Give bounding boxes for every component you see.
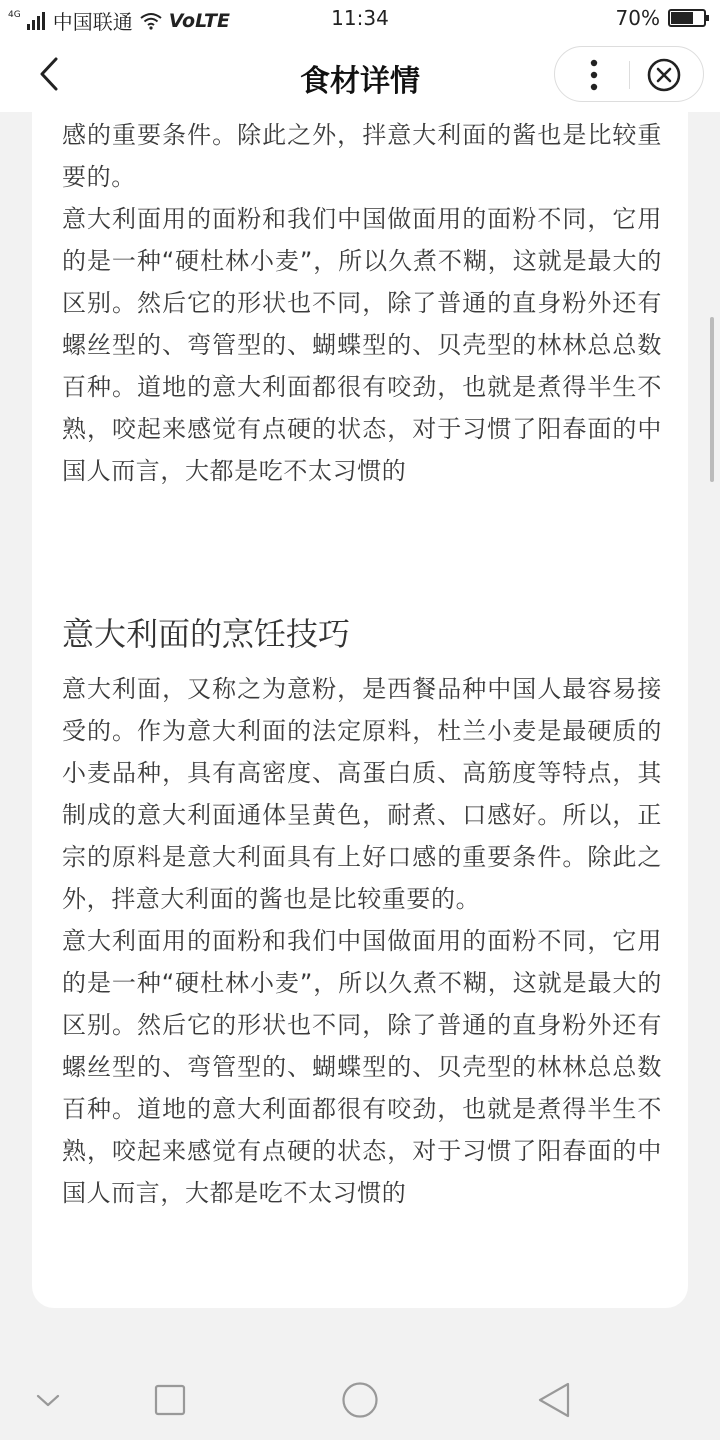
more-button[interactable] xyxy=(555,47,629,103)
battery-icon xyxy=(668,9,706,27)
scrollbar-thumb[interactable] xyxy=(710,317,714,482)
volte-label: VoLTE xyxy=(168,9,230,32)
section-title: 意大利面的烹饪技巧 xyxy=(62,615,351,653)
battery-percent: 70% xyxy=(615,6,660,30)
chevron-down-icon xyxy=(26,1378,70,1422)
network-type: 4G xyxy=(8,9,21,20)
triangle-back-icon xyxy=(532,1378,576,1422)
content-scroll-area[interactable] xyxy=(0,112,720,1360)
close-button[interactable] xyxy=(630,47,704,103)
system-back-button[interactable] xyxy=(532,1378,576,1422)
status-time: 11:34 xyxy=(331,6,389,30)
recent-apps-button[interactable] xyxy=(148,1378,192,1422)
page-title: 食材详情 xyxy=(300,64,420,99)
paragraph-2: 意大利面用的面粉和我们中国做面用的面粉不同，它用的是一种“硬杜林小麦”，所以久煮不糊，这就是最大的区别。然后它的形状也不同，除了普通的直身粉外还有螺丝型的、弯管型的、蝴蝶型的、贝壳型的林林总总数百种。道地的意大利面都很有咬劲，也就是煮得半生不熟，咬起来感觉有点硬的状态，对于习惯了阳春面的中国人而言，大都是吃不太习惯的 xyxy=(62,205,662,485)
status-bar xyxy=(0,0,720,38)
status-right xyxy=(616,6,706,30)
mini-program-capsule xyxy=(554,46,704,102)
hide-nav-button[interactable] xyxy=(26,1378,70,1422)
detail-card xyxy=(32,112,688,1308)
circle-home-icon xyxy=(338,1378,382,1422)
close-circle-icon xyxy=(630,47,704,103)
section-paragraph-1: 意大利面，又称之为意粉，是西餐品种中国人最容易接受的。作为意大利面的法定原料，杜兰小麦是最硬质的小麦品种，具有高密度、高蛋白质、高筋度等特点，其制成的意大利面通体呈黄色，耐煮、口感好。所以，正宗的原料是意大利面具有上好口感的重要条件。除此之外，拌意大利面的酱也是比较重要的。 xyxy=(62,675,662,913)
paragraph-1-rest: 感的重要条件。除此之外，拌意大利面的酱也是比较重要的。 xyxy=(62,121,662,191)
system-nav-bar xyxy=(0,1360,720,1440)
home-button[interactable] xyxy=(338,1378,382,1422)
nav-bar xyxy=(0,38,720,112)
carrier-name: 中国联通 xyxy=(52,10,133,34)
more-vertical-icon xyxy=(555,47,629,103)
square-recent-icon xyxy=(148,1378,192,1422)
battery-fill xyxy=(671,12,693,24)
section-paragraph-2: 意大利面用的面粉和我们中国做面用的面粉不同，它用的是一种“硬杜林小麦”，所以久煮不糊，这就是最大的区别。然后它的形状也不同，除了普通的直身粉外还有螺丝型的、弯管型的、蝴蝶型的、贝壳型的林林总总数百种。道地的意大利面都很有咬劲，也就是煮得半生不熟，咬起来感觉有点硬的状态，对于习惯了阳春面的中国人而言，大都是吃不太习惯的 xyxy=(62,927,662,1207)
